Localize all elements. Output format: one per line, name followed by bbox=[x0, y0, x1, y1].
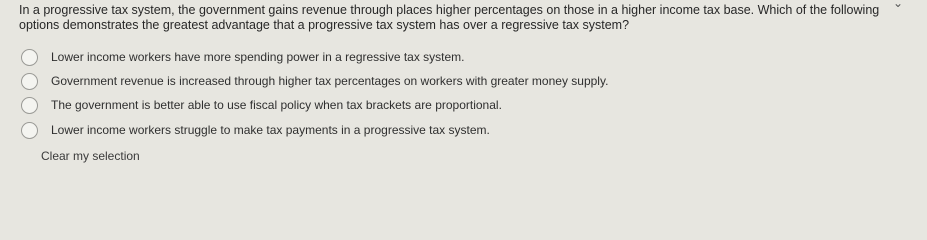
chevron-icon: ⌄ bbox=[892, 0, 903, 10]
radio-button[interactable] bbox=[21, 97, 38, 114]
radio-button[interactable] bbox=[21, 73, 38, 90]
option-3[interactable] bbox=[21, 96, 502, 114]
option-2[interactable] bbox=[21, 72, 608, 90]
radio-button[interactable] bbox=[21, 122, 38, 139]
option-label: Government revenue is increased through higher tax percentages on workers with greater money supply. bbox=[51, 74, 609, 88]
option-label: Lower income workers struggle to make tax payments in a progressive tax system. bbox=[51, 123, 490, 137]
question-text: In a progressive tax system, the government gains revenue through places higher percentages on those in a higher income tax base. Which of the following options demonstrates the greatest advantage that a progressive tax system has over a regressive tax system? bbox=[19, 3, 880, 32]
clear-selection-link[interactable]: Clear my selection bbox=[41, 149, 140, 163]
option-label: Lower income workers have more spending power in a regressive tax system. bbox=[51, 50, 465, 64]
radio-button[interactable] bbox=[21, 49, 38, 66]
option-1[interactable] bbox=[21, 48, 465, 66]
option-label: The government is better able to use fiscal policy when tax brackets are proportional. bbox=[51, 98, 502, 112]
option-4[interactable] bbox=[21, 121, 490, 139]
